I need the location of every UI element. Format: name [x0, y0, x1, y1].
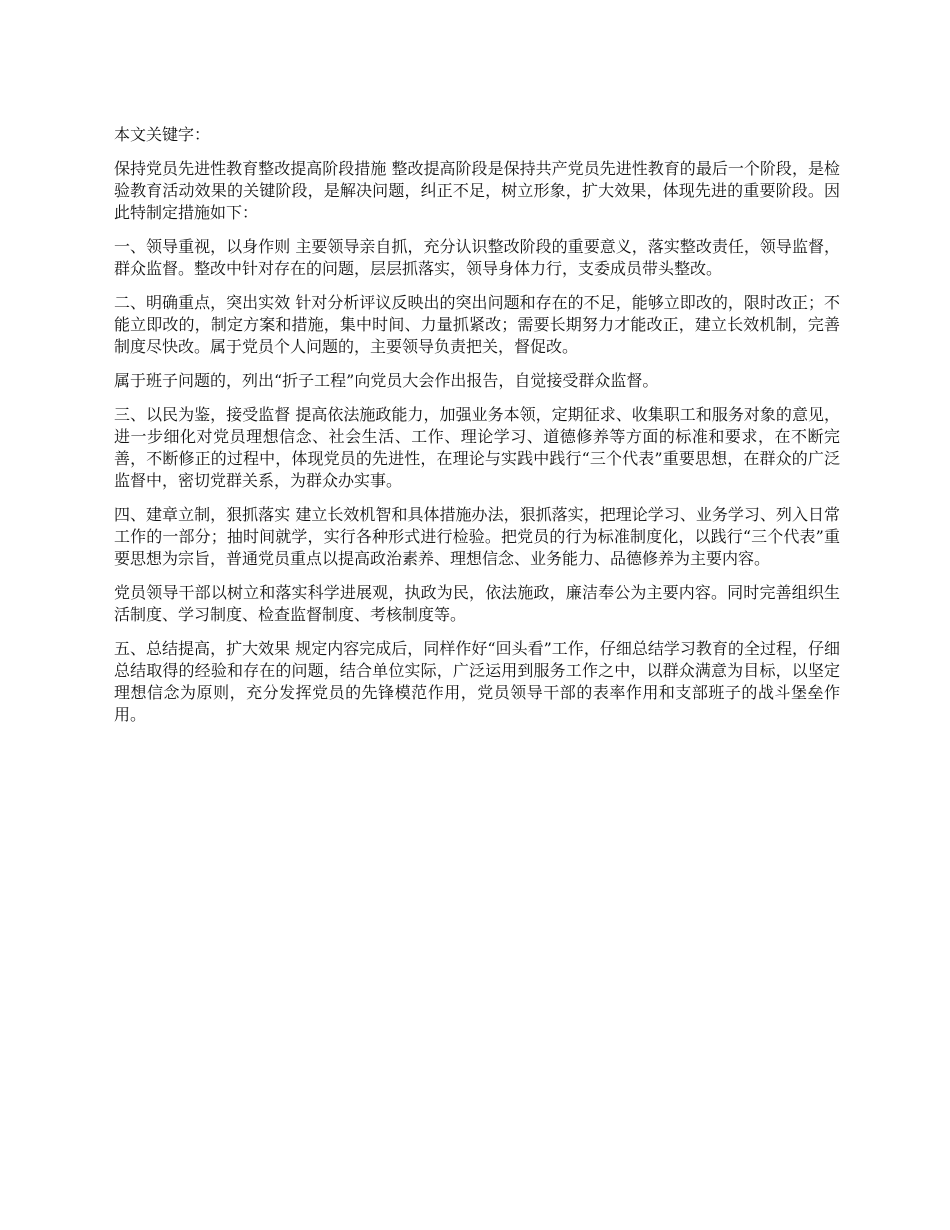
- paragraph-section-5: 五、总结提高，扩大效果 规定内容完成后，同样作好“回头看”工作，仔细总结学习教育的全过程，仔细总结取得的经验和存在的问题，结合单位实际，广泛运用到服务工作之中，以群众满意为目标，以坚定理想信念为原则，充分发挥党员的先锋模范作用，党员领导干部的表率作用和支部班子的战斗堡垒作用。: [114, 639, 840, 724]
- paragraph-section-1: 一、领导重视，以身作则 主要领导亲自抓，充分认识整改阶段的重要意义，落实整改责任，领导监督，群众监督。整改中针对存在的问题，层层抓落实，领导身体力行，支委成员带头整改。: [114, 237, 840, 278]
- paragraph-section-2-continued: 属于班子问题的，列出“折子工程”向党员大会作出报告，自觉接受群众监督。: [114, 371, 659, 390]
- keywords-label: 本文关键字：: [114, 125, 211, 144]
- paragraph-section-3: 三、以民为鉴，接受监督 提高依法施政能力，加强业务本领，定期征求、收集职工和服务对象的意见，进一步细化对党员理想信念、社会生活、工作、理论学习、道德修养等方面的标准和要求，在不断完善，不断修正的过程中，体现党员的先进性，在理论与实践中践行“三个代表”重要思想，在群众的广泛监督中，密切党群关系，为群众办实事。: [114, 405, 840, 490]
- paragraph-section-4: 四、建章立制，狠抓落实 建立长效机智和具体措施办法，狠抓落实，把理论学习、业务学习、列入日常工作的一部分；抽时间就学，实行各种形式进行检验。把党员的行为标准制度化，以践行“三个代表”重要思想为宗旨，普通党员重点以提高政治素养、理想信念、业务能力、品德修养为主要内容。: [114, 505, 840, 568]
- document-body: [114, 124, 840, 738]
- paragraph-section-2: 二、明确重点，突出实效 针对分析评议反映出的突出问题和存在的不足，能够立即改的，限时改正；不能立即改的，制定方案和措施，集中时间、力量抓紧改；需要长期努力才能改正，建立长效机制，完善制度尽快改。属于党员个人问题的，主要领导负责把关，督促改。: [114, 293, 840, 356]
- paragraph-intro: 保持党员先进性教育整改提高阶段措施 整改提高阶段是保持共产党员先进性教育的最后一个阶段，是检验教育活动效果的关键阶段，是解决问题，纠正不足，树立形象，扩大效果，体现先进的重要阶段。因此特制定措施如下：: [114, 159, 840, 222]
- paragraph-section-4-continued: 党员领导干部以树立和落实科学进展观，执政为民，依法施政，廉洁奉公为主要内容。同时完善组织生活制度、学习制度、检查监督制度、考核制度等。: [114, 583, 840, 624]
